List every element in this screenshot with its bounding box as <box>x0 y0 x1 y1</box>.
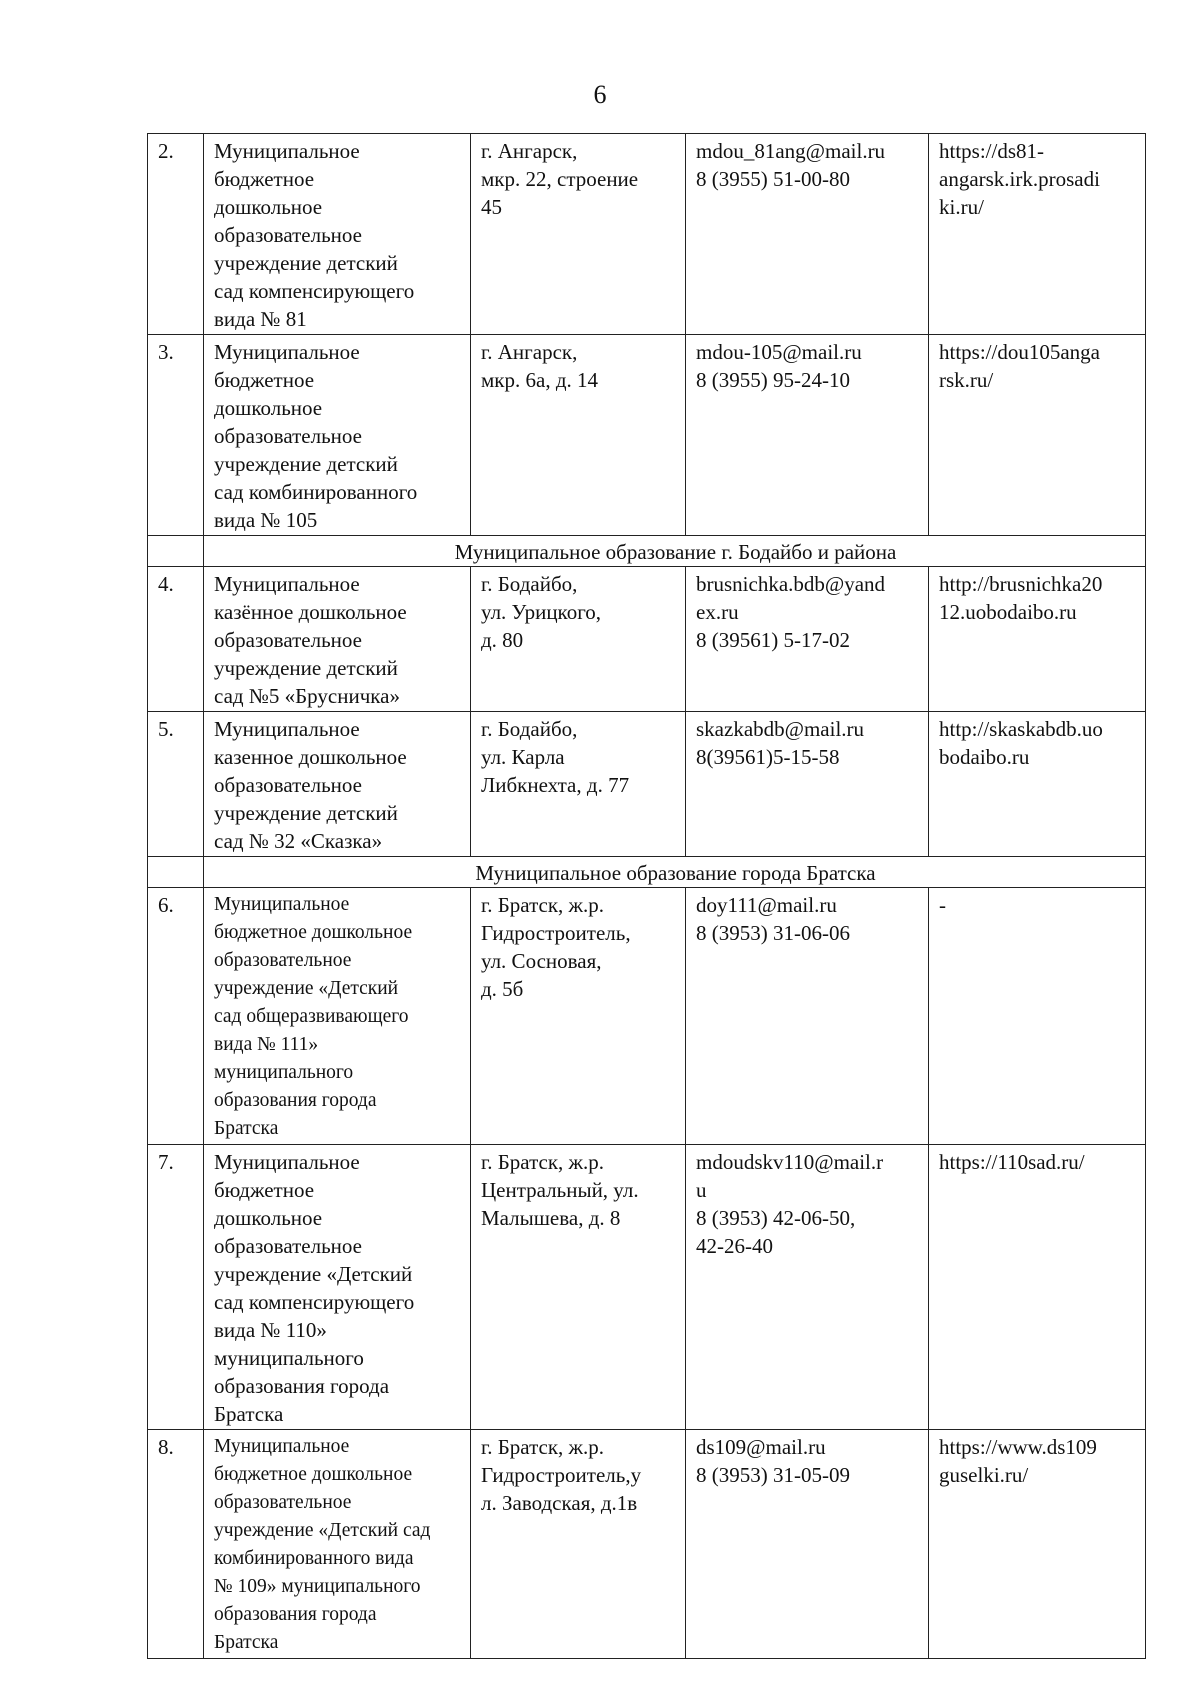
table-row <box>148 888 1146 1145</box>
row-number: 3. <box>148 335 204 536</box>
table-row <box>148 1430 1146 1659</box>
institution-contact: mdou_81ang@mail.ru 8 (3955) 51-00-80 <box>686 134 929 335</box>
institution-contact: skazkabdb@mail.ru 8(39561)5-15-58 <box>686 712 929 857</box>
table-row <box>148 134 1146 335</box>
institution-address: г. Бодайбо, ул. Карла Либкнехта, д. 77 <box>471 712 686 857</box>
institution-address: г. Бодайбо, ул. Урицкого, д. 80 <box>471 567 686 712</box>
section-header-row <box>148 857 1146 888</box>
institution-contact: doy111@mail.ru 8 (3953) 31-06-06 <box>686 888 929 1145</box>
section-header-spacer <box>148 536 204 567</box>
institution-contact: mdou-105@mail.ru 8 (3955) 95-24-10 <box>686 335 929 536</box>
section-header-spacer <box>148 857 204 888</box>
institution-website: http://brusnichka20 12.uobodaibo.ru <box>929 567 1146 712</box>
institution-name: Муниципальное бюджетное дошкольное образовательное учреждение детский сад компенсирующего вида № 81 <box>204 134 471 335</box>
institution-contact: mdoudskv110@mail.r u 8 (3953) 42-06-50, 42-26-40 <box>686 1145 929 1430</box>
institution-name: Муниципальное бюджетное дошкольное образовательное учреждение детский сад комбинированного вида № 105 <box>204 335 471 536</box>
institution-name: Муниципальное казенное дошкольное образовательное учреждение детский сад № 32 «Сказка» <box>204 712 471 857</box>
row-number: 2. <box>148 134 204 335</box>
table-row <box>148 335 1146 536</box>
row-number: 8. <box>148 1430 204 1659</box>
institution-name: Муниципальное бюджетное дошкольное образовательное учреждение «Детский сад комбинированного вида № 109» муниципального образования города Братска <box>204 1430 471 1659</box>
institutions-table <box>147 133 1146 1659</box>
institution-website: https://ds81- angarsk.irk.prosadi ki.ru/ <box>929 134 1146 335</box>
institution-address: г. Братск, ж.р. Гидростроитель, ул. Сосновая, д. 5б <box>471 888 686 1145</box>
row-number: 7. <box>148 1145 204 1430</box>
institution-name: Муниципальное бюджетное дошкольное образовательное учреждение «Детский сад компенсирующего вида № 110» муниципального образования города Братска <box>204 1145 471 1430</box>
row-number: 6. <box>148 888 204 1145</box>
institution-website: https://dou105anga rsk.ru/ <box>929 335 1146 536</box>
institution-website: - <box>929 888 1146 1145</box>
section-header-title: Муниципальное образование г. Бодайбо и района <box>204 536 1146 567</box>
institution-name: Муниципальное бюджетное дошкольное образовательное учреждение «Детский сад общеразвивающего вида № 111» муниципального образования города Братска <box>204 888 471 1145</box>
section-header-title: Муниципальное образование города Братска <box>204 857 1146 888</box>
table-row <box>148 712 1146 857</box>
table-row <box>148 1145 1146 1430</box>
institution-contact: ds109@mail.ru 8 (3953) 31-05-09 <box>686 1430 929 1659</box>
row-number: 4. <box>148 567 204 712</box>
institution-address: г. Братск, ж.р. Центральный, ул. Малышева, д. 8 <box>471 1145 686 1430</box>
page-number: 6 <box>593 80 607 109</box>
institution-address: г. Ангарск, мкр. 22, строение 45 <box>471 134 686 335</box>
institution-name: Муниципальное казённое дошкольное образовательное учреждение детский сад №5 «Брусничка» <box>204 567 471 712</box>
institution-address: г. Братск, ж.р. Гидростроитель,у л. Заводская, д.1в <box>471 1430 686 1659</box>
institution-contact: brusnichka.bdb@yand ex.ru 8 (39561) 5-17-02 <box>686 567 929 712</box>
row-number: 5. <box>148 712 204 857</box>
institution-website: https://www.ds109 guselki.ru/ <box>929 1430 1146 1659</box>
institution-website: https://110sad.ru/ <box>929 1145 1146 1430</box>
institution-address: г. Ангарск, мкр. 6а, д. 14 <box>471 335 686 536</box>
table-row <box>148 567 1146 712</box>
section-header-row <box>148 536 1146 567</box>
institution-website: http://skaskabdb.uo bodaibo.ru <box>929 712 1146 857</box>
